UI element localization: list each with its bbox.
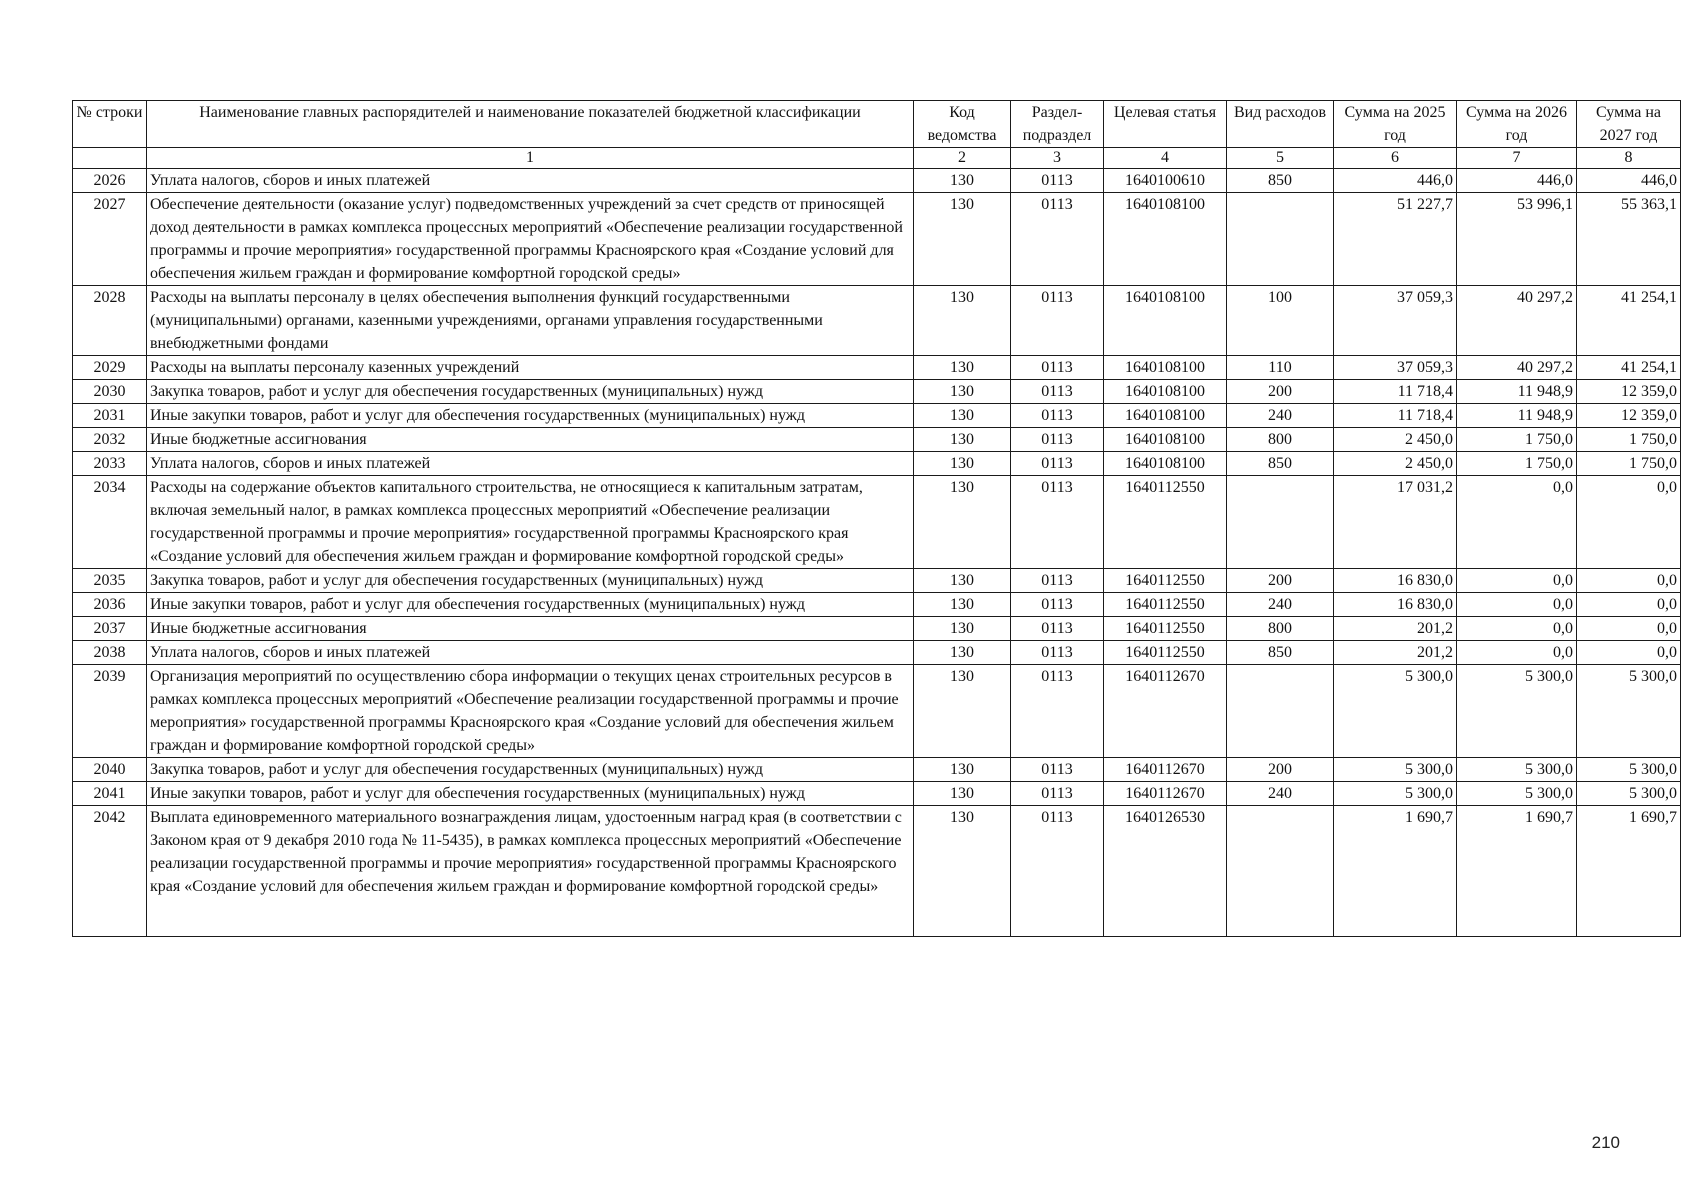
row-number: 2039 bbox=[73, 665, 147, 758]
row-sum-2025: 37 059,3 bbox=[1334, 286, 1457, 356]
row-vid-code bbox=[1227, 193, 1334, 286]
row-sum-2025: 201,2 bbox=[1334, 617, 1457, 641]
row-razdel-code: 0113 bbox=[1011, 758, 1104, 782]
row-vid-code: 100 bbox=[1227, 286, 1334, 356]
row-vid-code: 240 bbox=[1227, 593, 1334, 617]
column-number-row bbox=[73, 148, 1681, 169]
row-sum-2027: 1 690,7 bbox=[1577, 806, 1681, 937]
row-vid-code: 200 bbox=[1227, 380, 1334, 404]
row-number: 2028 bbox=[73, 286, 147, 356]
row-sum-2025: 16 830,0 bbox=[1334, 569, 1457, 593]
row-celevaya-code: 1640112550 bbox=[1104, 569, 1227, 593]
row-vedomstvo-code: 130 bbox=[914, 569, 1011, 593]
row-razdel-code: 0113 bbox=[1011, 641, 1104, 665]
row-sum-2027: 0,0 bbox=[1577, 617, 1681, 641]
row-name: Организация мероприятий по осуществлению сбора информации о текущих ценах строительных ресурсов в рамках комплекса процессных мероприятий «Обеспечение реализации государственной программы и прочие мероприятия» государственной программы Красноярского края «Создание условий для обеспечения жильем граждан и формирование комфортной городской среды» bbox=[147, 665, 914, 758]
column-number: 3 bbox=[1011, 148, 1104, 169]
column-number: 1 bbox=[147, 148, 914, 169]
row-vid-code bbox=[1227, 806, 1334, 937]
row-celevaya-code: 1640108100 bbox=[1104, 380, 1227, 404]
row-name: Иные закупки товаров, работ и услуг для обеспечения государственных (муниципальных) нужд bbox=[147, 404, 914, 428]
row-number: 2041 bbox=[73, 782, 147, 806]
row-sum-2026: 5 300,0 bbox=[1457, 782, 1577, 806]
table-row bbox=[73, 617, 1681, 641]
row-sum-2025: 5 300,0 bbox=[1334, 665, 1457, 758]
table-row bbox=[73, 452, 1681, 476]
row-vedomstvo-code: 130 bbox=[914, 641, 1011, 665]
row-celevaya-code: 1640112670 bbox=[1104, 758, 1227, 782]
row-celevaya-code: 1640126530 bbox=[1104, 806, 1227, 937]
row-vid-code: 800 bbox=[1227, 428, 1334, 452]
row-razdel-code: 0113 bbox=[1011, 593, 1104, 617]
table-row bbox=[73, 404, 1681, 428]
row-sum-2025: 51 227,7 bbox=[1334, 193, 1457, 286]
row-razdel-code: 0113 bbox=[1011, 806, 1104, 937]
row-vedomstvo-code: 130 bbox=[914, 593, 1011, 617]
row-number: 2038 bbox=[73, 641, 147, 665]
row-sum-2026: 5 300,0 bbox=[1457, 758, 1577, 782]
row-sum-2026: 0,0 bbox=[1457, 593, 1577, 617]
row-sum-2027: 41 254,1 bbox=[1577, 286, 1681, 356]
row-sum-2025: 11 718,4 bbox=[1334, 380, 1457, 404]
row-vedomstvo-code: 130 bbox=[914, 758, 1011, 782]
row-celevaya-code: 1640108100 bbox=[1104, 428, 1227, 452]
row-razdel-code: 0113 bbox=[1011, 782, 1104, 806]
row-name: Расходы на выплаты персоналу в целях обеспечения выполнения функций государственными (муниципальными) органами, казенными учреждениями, органами управления государственными внебюджетными фондами bbox=[147, 286, 914, 356]
row-number: 2034 bbox=[73, 476, 147, 569]
row-celevaya-code: 1640108100 bbox=[1104, 356, 1227, 380]
row-sum-2027: 0,0 bbox=[1577, 569, 1681, 593]
row-razdel-code: 0113 bbox=[1011, 428, 1104, 452]
header-celevaya: Целевая статья bbox=[1104, 101, 1227, 148]
row-celevaya-code: 1640100610 bbox=[1104, 169, 1227, 193]
column-number-blank bbox=[73, 148, 147, 169]
row-number: 2036 bbox=[73, 593, 147, 617]
header-name: Наименование главных распорядителей и наименование показателей бюджетной классификации bbox=[147, 101, 914, 148]
row-sum-2027: 12 359,0 bbox=[1577, 380, 1681, 404]
row-celevaya-code: 1640108100 bbox=[1104, 286, 1227, 356]
table-row bbox=[73, 665, 1681, 758]
row-celevaya-code: 1640112670 bbox=[1104, 782, 1227, 806]
row-name: Иные закупки товаров, работ и услуг для обеспечения государственных (муниципальных) нужд bbox=[147, 593, 914, 617]
row-name: Расходы на выплаты персоналу казенных учреждений bbox=[147, 356, 914, 380]
row-sum-2027: 55 363,1 bbox=[1577, 193, 1681, 286]
row-sum-2027: 5 300,0 bbox=[1577, 665, 1681, 758]
row-sum-2026: 1 750,0 bbox=[1457, 452, 1577, 476]
table-row bbox=[73, 569, 1681, 593]
row-number: 2037 bbox=[73, 617, 147, 641]
row-vedomstvo-code: 130 bbox=[914, 428, 1011, 452]
row-name: Закупка товаров, работ и услуг для обеспечения государственных (муниципальных) нужд bbox=[147, 758, 914, 782]
row-vedomstvo-code: 130 bbox=[914, 476, 1011, 569]
row-sum-2027: 0,0 bbox=[1577, 641, 1681, 665]
row-sum-2026: 0,0 bbox=[1457, 569, 1577, 593]
table-row bbox=[73, 193, 1681, 286]
row-vedomstvo-code: 130 bbox=[914, 404, 1011, 428]
row-sum-2026: 11 948,9 bbox=[1457, 404, 1577, 428]
budget-table bbox=[72, 100, 1681, 937]
row-name: Иные закупки товаров, работ и услуг для обеспечения государственных (муниципальных) нужд bbox=[147, 782, 914, 806]
row-number: 2026 bbox=[73, 169, 147, 193]
row-vedomstvo-code: 130 bbox=[914, 193, 1011, 286]
row-number: 2029 bbox=[73, 356, 147, 380]
header-sum-2025: Сумма на 2025 год bbox=[1334, 101, 1457, 148]
row-vid-code bbox=[1227, 476, 1334, 569]
column-number: 7 bbox=[1457, 148, 1577, 169]
row-celevaya-code: 1640112670 bbox=[1104, 665, 1227, 758]
row-sum-2027: 1 750,0 bbox=[1577, 452, 1681, 476]
row-vid-code: 200 bbox=[1227, 758, 1334, 782]
row-razdel-code: 0113 bbox=[1011, 286, 1104, 356]
row-vid-code: 850 bbox=[1227, 641, 1334, 665]
row-sum-2027: 5 300,0 bbox=[1577, 782, 1681, 806]
row-name: Обеспечение деятельности (оказание услуг) подведомственных учреждений за счет средств от приносящей доход деятельности в рамках комплекса процессных мероприятий «Обеспечение реализации государственной программы и прочие мероприятия» государственной программы Красноярского края «Создание условий для обеспечения жильем граждан и формирование комфортной городской среды» bbox=[147, 193, 914, 286]
header-sum-2027: Сумма на 2027 год bbox=[1577, 101, 1681, 148]
row-sum-2026: 5 300,0 bbox=[1457, 665, 1577, 758]
row-number: 2033 bbox=[73, 452, 147, 476]
row-sum-2026: 11 948,9 bbox=[1457, 380, 1577, 404]
row-razdel-code: 0113 bbox=[1011, 380, 1104, 404]
row-number: 2035 bbox=[73, 569, 147, 593]
row-sum-2027: 0,0 bbox=[1577, 593, 1681, 617]
page-number: 210 bbox=[1591, 1133, 1620, 1152]
table-row bbox=[73, 782, 1681, 806]
row-vid-code: 850 bbox=[1227, 452, 1334, 476]
row-celevaya-code: 1640112550 bbox=[1104, 641, 1227, 665]
row-number: 2042 bbox=[73, 806, 147, 937]
row-number: 2032 bbox=[73, 428, 147, 452]
row-celevaya-code: 1640108100 bbox=[1104, 404, 1227, 428]
row-vedomstvo-code: 130 bbox=[914, 617, 1011, 641]
row-vid-code: 240 bbox=[1227, 404, 1334, 428]
row-name: Закупка товаров, работ и услуг для обеспечения государственных (муниципальных) нужд bbox=[147, 380, 914, 404]
header-sum-2026: Сумма на 2026 год bbox=[1457, 101, 1577, 148]
column-number: 5 bbox=[1227, 148, 1334, 169]
row-sum-2025: 5 300,0 bbox=[1334, 758, 1457, 782]
row-sum-2025: 201,2 bbox=[1334, 641, 1457, 665]
row-vedomstvo-code: 130 bbox=[914, 169, 1011, 193]
row-sum-2027: 0,0 bbox=[1577, 476, 1681, 569]
row-celevaya-code: 1640112550 bbox=[1104, 593, 1227, 617]
column-number: 2 bbox=[914, 148, 1011, 169]
table-row bbox=[73, 476, 1681, 569]
row-vid-code: 800 bbox=[1227, 617, 1334, 641]
row-vid-code: 850 bbox=[1227, 169, 1334, 193]
row-vedomstvo-code: 130 bbox=[914, 286, 1011, 356]
row-razdel-code: 0113 bbox=[1011, 476, 1104, 569]
column-number: 8 bbox=[1577, 148, 1681, 169]
table-row bbox=[73, 428, 1681, 452]
row-sum-2026: 446,0 bbox=[1457, 169, 1577, 193]
row-sum-2025: 1 690,7 bbox=[1334, 806, 1457, 937]
row-sum-2027: 5 300,0 bbox=[1577, 758, 1681, 782]
row-number: 2030 bbox=[73, 380, 147, 404]
row-sum-2025: 2 450,0 bbox=[1334, 452, 1457, 476]
row-sum-2025: 37 059,3 bbox=[1334, 356, 1457, 380]
table-body bbox=[73, 169, 1681, 937]
row-vedomstvo-code: 130 bbox=[914, 782, 1011, 806]
row-razdel-code: 0113 bbox=[1011, 617, 1104, 641]
table-row bbox=[73, 593, 1681, 617]
row-sum-2027: 12 359,0 bbox=[1577, 404, 1681, 428]
table-row bbox=[73, 169, 1681, 193]
row-sum-2026: 0,0 bbox=[1457, 476, 1577, 569]
row-razdel-code: 0113 bbox=[1011, 193, 1104, 286]
row-number: 2031 bbox=[73, 404, 147, 428]
row-vedomstvo-code: 130 bbox=[914, 380, 1011, 404]
row-vedomstvo-code: 130 bbox=[914, 452, 1011, 476]
table-row bbox=[73, 641, 1681, 665]
row-name: Уплата налогов, сборов и иных платежей bbox=[147, 169, 914, 193]
row-sum-2026: 1 690,7 bbox=[1457, 806, 1577, 937]
row-name: Уплата налогов, сборов и иных платежей bbox=[147, 641, 914, 665]
header-razdel: Раздел-подраздел bbox=[1011, 101, 1104, 148]
table-row bbox=[73, 286, 1681, 356]
row-razdel-code: 0113 bbox=[1011, 569, 1104, 593]
row-vedomstvo-code: 130 bbox=[914, 356, 1011, 380]
row-sum-2025: 5 300,0 bbox=[1334, 782, 1457, 806]
row-sum-2025: 2 450,0 bbox=[1334, 428, 1457, 452]
header-vid: Вид расходов bbox=[1227, 101, 1334, 148]
row-name: Закупка товаров, работ и услуг для обеспечения государственных (муниципальных) нужд bbox=[147, 569, 914, 593]
row-sum-2027: 41 254,1 bbox=[1577, 356, 1681, 380]
row-name: Выплата единовременного материального вознаграждения лицам, удостоенным наград края (в соответствии с Законом края от 9 декабря 2010 года № 11-5435), в рамках комплекса процессных мероприятий «Обеспечение реализации государственной программы и прочие мероприятия» государственной программы Красноярского края «Создание условий для обеспечения жильем граждан и формирование комфортной городской среды» bbox=[147, 806, 914, 937]
row-name: Расходы на содержание объектов капитального строительства, не относящиеся к капитальным затратам, включая земельный налог, в рамках комплекса процессных мероприятий «Обеспечение реализации государственной программы и прочие мероприятия» государственной программы Красноярского края «Создание условий для обеспечения жильем граждан и формирование комфортной городской среды» bbox=[147, 476, 914, 569]
row-number: 2027 bbox=[73, 193, 147, 286]
column-number: 6 bbox=[1334, 148, 1457, 169]
row-vid-code: 240 bbox=[1227, 782, 1334, 806]
row-celevaya-code: 1640108100 bbox=[1104, 452, 1227, 476]
row-name: Иные бюджетные ассигнования bbox=[147, 428, 914, 452]
row-number: 2040 bbox=[73, 758, 147, 782]
row-celevaya-code: 1640108100 bbox=[1104, 193, 1227, 286]
table-row bbox=[73, 758, 1681, 782]
row-celevaya-code: 1640112550 bbox=[1104, 617, 1227, 641]
row-sum-2026: 1 750,0 bbox=[1457, 428, 1577, 452]
row-sum-2025: 17 031,2 bbox=[1334, 476, 1457, 569]
row-name: Уплата налогов, сборов и иных платежей bbox=[147, 452, 914, 476]
row-sum-2025: 446,0 bbox=[1334, 169, 1457, 193]
row-celevaya-code: 1640112550 bbox=[1104, 476, 1227, 569]
table-row bbox=[73, 356, 1681, 380]
row-sum-2027: 1 750,0 bbox=[1577, 428, 1681, 452]
row-vedomstvo-code: 130 bbox=[914, 665, 1011, 758]
header-vedomstvo: Код ведомства bbox=[914, 101, 1011, 148]
table-row bbox=[73, 380, 1681, 404]
row-sum-2027: 446,0 bbox=[1577, 169, 1681, 193]
row-sum-2026: 0,0 bbox=[1457, 641, 1577, 665]
row-vid-code bbox=[1227, 665, 1334, 758]
row-sum-2025: 11 718,4 bbox=[1334, 404, 1457, 428]
header-row bbox=[73, 101, 1681, 148]
row-razdel-code: 0113 bbox=[1011, 169, 1104, 193]
row-sum-2025: 16 830,0 bbox=[1334, 593, 1457, 617]
row-razdel-code: 0113 bbox=[1011, 665, 1104, 758]
row-sum-2026: 40 297,2 bbox=[1457, 286, 1577, 356]
row-razdel-code: 0113 bbox=[1011, 356, 1104, 380]
row-vedomstvo-code: 130 bbox=[914, 806, 1011, 937]
row-razdel-code: 0113 bbox=[1011, 404, 1104, 428]
table-row bbox=[73, 806, 1681, 937]
row-sum-2026: 40 297,2 bbox=[1457, 356, 1577, 380]
row-vid-code: 110 bbox=[1227, 356, 1334, 380]
header-row-no: № строки bbox=[73, 101, 147, 148]
row-vid-code: 200 bbox=[1227, 569, 1334, 593]
column-number: 4 bbox=[1104, 148, 1227, 169]
row-sum-2026: 0,0 bbox=[1457, 617, 1577, 641]
row-sum-2026: 53 996,1 bbox=[1457, 193, 1577, 286]
row-name: Иные бюджетные ассигнования bbox=[147, 617, 914, 641]
row-razdel-code: 0113 bbox=[1011, 452, 1104, 476]
